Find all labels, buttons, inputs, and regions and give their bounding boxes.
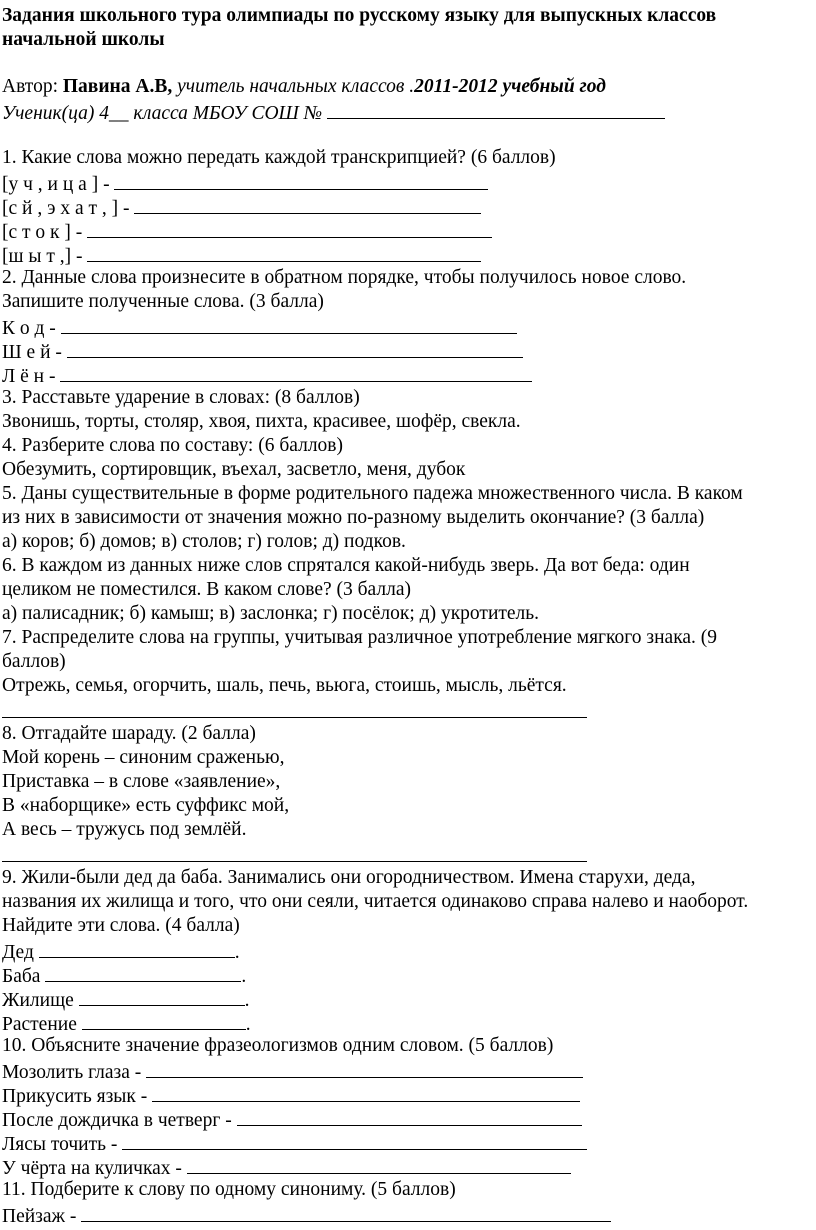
question-7-line-1: 7. Распределите слова на группы, учитывая различное употребление мягкого знака. (9	[2, 627, 718, 648]
answer-blank[interactable]	[39, 938, 235, 958]
question-5-line-2: из них в зависимости от значения можно по-разному выделить окончание? (3 балла)	[2, 507, 705, 528]
author-name: Павина А.В,	[62, 76, 173, 97]
q10-item-label: Прикусить язык -	[2, 1086, 148, 1107]
answer-blank[interactable]	[67, 338, 523, 358]
q1-item	[2, 194, 481, 221]
answer-blank[interactable]	[45, 962, 241, 982]
question-8: 8. Отгадайте шараду. (2 балла)	[2, 723, 256, 744]
q9-item: Дед .	[2, 938, 240, 965]
q10-item-label: Лясы точить -	[2, 1134, 118, 1155]
question-1: 1. Какие слова можно передать каждой транскрипцией? (6 баллов)	[2, 147, 556, 168]
poem-line: Мой корень – синоним сраженью,	[2, 747, 285, 768]
question-9-line-1: 9. Жили-были дед да баба. Занимались они огородничеством. Имена старухи, деда,	[2, 867, 696, 888]
q9-item-label: Растение	[2, 1014, 77, 1035]
q1-item-label: [с т о к ] -	[2, 222, 83, 243]
q2-item-label: Ш е й -	[2, 342, 62, 363]
q10-item	[2, 1106, 582, 1133]
q10-item-label: Мозолить глаза -	[2, 1062, 142, 1083]
q1-item	[2, 218, 492, 245]
answer-blank[interactable]	[187, 1154, 571, 1174]
q10-item-label: После дождичка в четверг -	[2, 1110, 232, 1131]
q5-options: а) коров; б) домов; в) столов; г) голов; д) подков.	[2, 531, 406, 552]
question-6-line-2: целиком не поместился. В каком слове? (3 балла)	[2, 579, 411, 600]
question-5-line-1: 5. Даны существительные в форме родительного падежа множественного числа. В каком	[2, 483, 743, 504]
question-9-line-2: названия их жилища и того, что они сеяли, читается одинаково справа налево и наоборот.	[2, 891, 749, 912]
answer-blank[interactable]	[60, 362, 532, 382]
q8-answer-line[interactable]	[2, 861, 587, 862]
school-number-blank[interactable]	[327, 99, 665, 119]
q10-item-label: У чёрта на куличках -	[2, 1158, 182, 1179]
question-9-line-3: Найдите эти слова. (4 балла)	[2, 915, 240, 936]
question-4: 4. Разберите слова по составу: (6 баллов)	[2, 435, 344, 456]
answer-blank[interactable]	[87, 242, 481, 262]
answer-blank[interactable]	[82, 1010, 246, 1030]
q2-item	[2, 362, 532, 389]
q10-item	[2, 1082, 580, 1109]
q9-item: Жилище .	[2, 986, 250, 1013]
q1-item-label: [с й , э х а т , ] -	[2, 198, 130, 219]
q9-item-label: Дед	[2, 942, 34, 963]
answer-blank[interactable]	[237, 1106, 582, 1126]
student-line	[2, 99, 665, 126]
question-3: 3. Расставьте ударение в словах: (8 баллов)	[2, 387, 360, 408]
author-label: Автор:	[2, 76, 63, 97]
q9-item: Растение .	[2, 1010, 251, 1037]
answer-blank[interactable]	[146, 1058, 583, 1078]
answer-blank[interactable]	[87, 218, 492, 238]
q11-item	[2, 1202, 611, 1229]
q1-item	[2, 242, 481, 269]
answer-blank[interactable]	[79, 986, 245, 1006]
q10-item	[2, 1130, 587, 1157]
poem-line: А весь – тружусь под землёй.	[2, 819, 247, 840]
q1-item-label: [у ч , и ц а ] -	[2, 174, 110, 195]
question-7-line-2: баллов)	[2, 651, 66, 672]
school-year: 2011-2012 учебный год	[414, 76, 606, 97]
answer-blank[interactable]	[81, 1202, 611, 1222]
author-line	[2, 75, 606, 99]
answer-blank[interactable]	[152, 1082, 580, 1102]
q10-item	[2, 1058, 583, 1085]
q7-answer-line[interactable]	[2, 717, 587, 718]
question-6-line-1: 6. В каждом из данных ниже слов спрятался какой-нибудь зверь. Да вот беда: один	[2, 555, 690, 576]
answer-blank[interactable]	[134, 194, 481, 214]
poem-line: В «наборщике» есть суффикс мой,	[2, 795, 290, 816]
q4-words: Обезумить, сортировщик, въехал, засветло, меня, дубок	[2, 459, 466, 480]
answer-blank[interactable]	[114, 170, 488, 190]
q2-item-label: Л ё н -	[2, 366, 56, 387]
title-line-2: начальной школы	[2, 29, 165, 50]
author-role: учитель начальных классов .	[172, 76, 415, 97]
q9-item: Баба .	[2, 962, 246, 989]
q6-options: а) палисадник; б) камыш; в) заслонка; г) посёлок; д) укротитель.	[2, 603, 540, 624]
title-line-1: Задания школьного тура олимпиады по русскому языку для выпускных классов	[2, 5, 717, 26]
q1-item	[2, 170, 488, 197]
q1-item-label: [ш ы т ,] -	[2, 246, 83, 267]
question-2-line-1: 2. Данные слова произнесите в обратном порядке, чтобы получилось новое слово.	[2, 267, 687, 288]
q9-item-label: Жилище	[2, 990, 74, 1011]
q2-item	[2, 338, 523, 365]
student-text: Ученик(ца) 4__ класса МБОУ СОШ №	[2, 103, 323, 124]
question-2-line-2: Запишите полученные слова. (3 балла)	[2, 291, 324, 312]
q7-words: Отрежь, семья, огорчить, шаль, печь, вьюга, стоишь, мысль, льётся.	[2, 675, 567, 696]
answer-blank[interactable]	[61, 314, 517, 334]
q10-item	[2, 1154, 571, 1181]
q9-item-label: Баба	[2, 966, 41, 987]
q2-item-label: К о д -	[2, 318, 56, 339]
question-11: 11. Подберите к слову по одному синониму. (5 баллов)	[2, 1179, 456, 1200]
question-10: 10. Объясните значение фразеологизмов одним словом. (5 баллов)	[2, 1035, 554, 1056]
poem-line: Приставка – в слове «заявление»,	[2, 771, 281, 792]
q2-item	[2, 314, 517, 341]
q3-words: Звонишь, торты, столяр, хвоя, пихта, красивее, шофёр, свекла.	[2, 411, 521, 432]
q11-item-label: Пейзаж -	[2, 1206, 77, 1227]
answer-blank[interactable]	[122, 1130, 587, 1150]
